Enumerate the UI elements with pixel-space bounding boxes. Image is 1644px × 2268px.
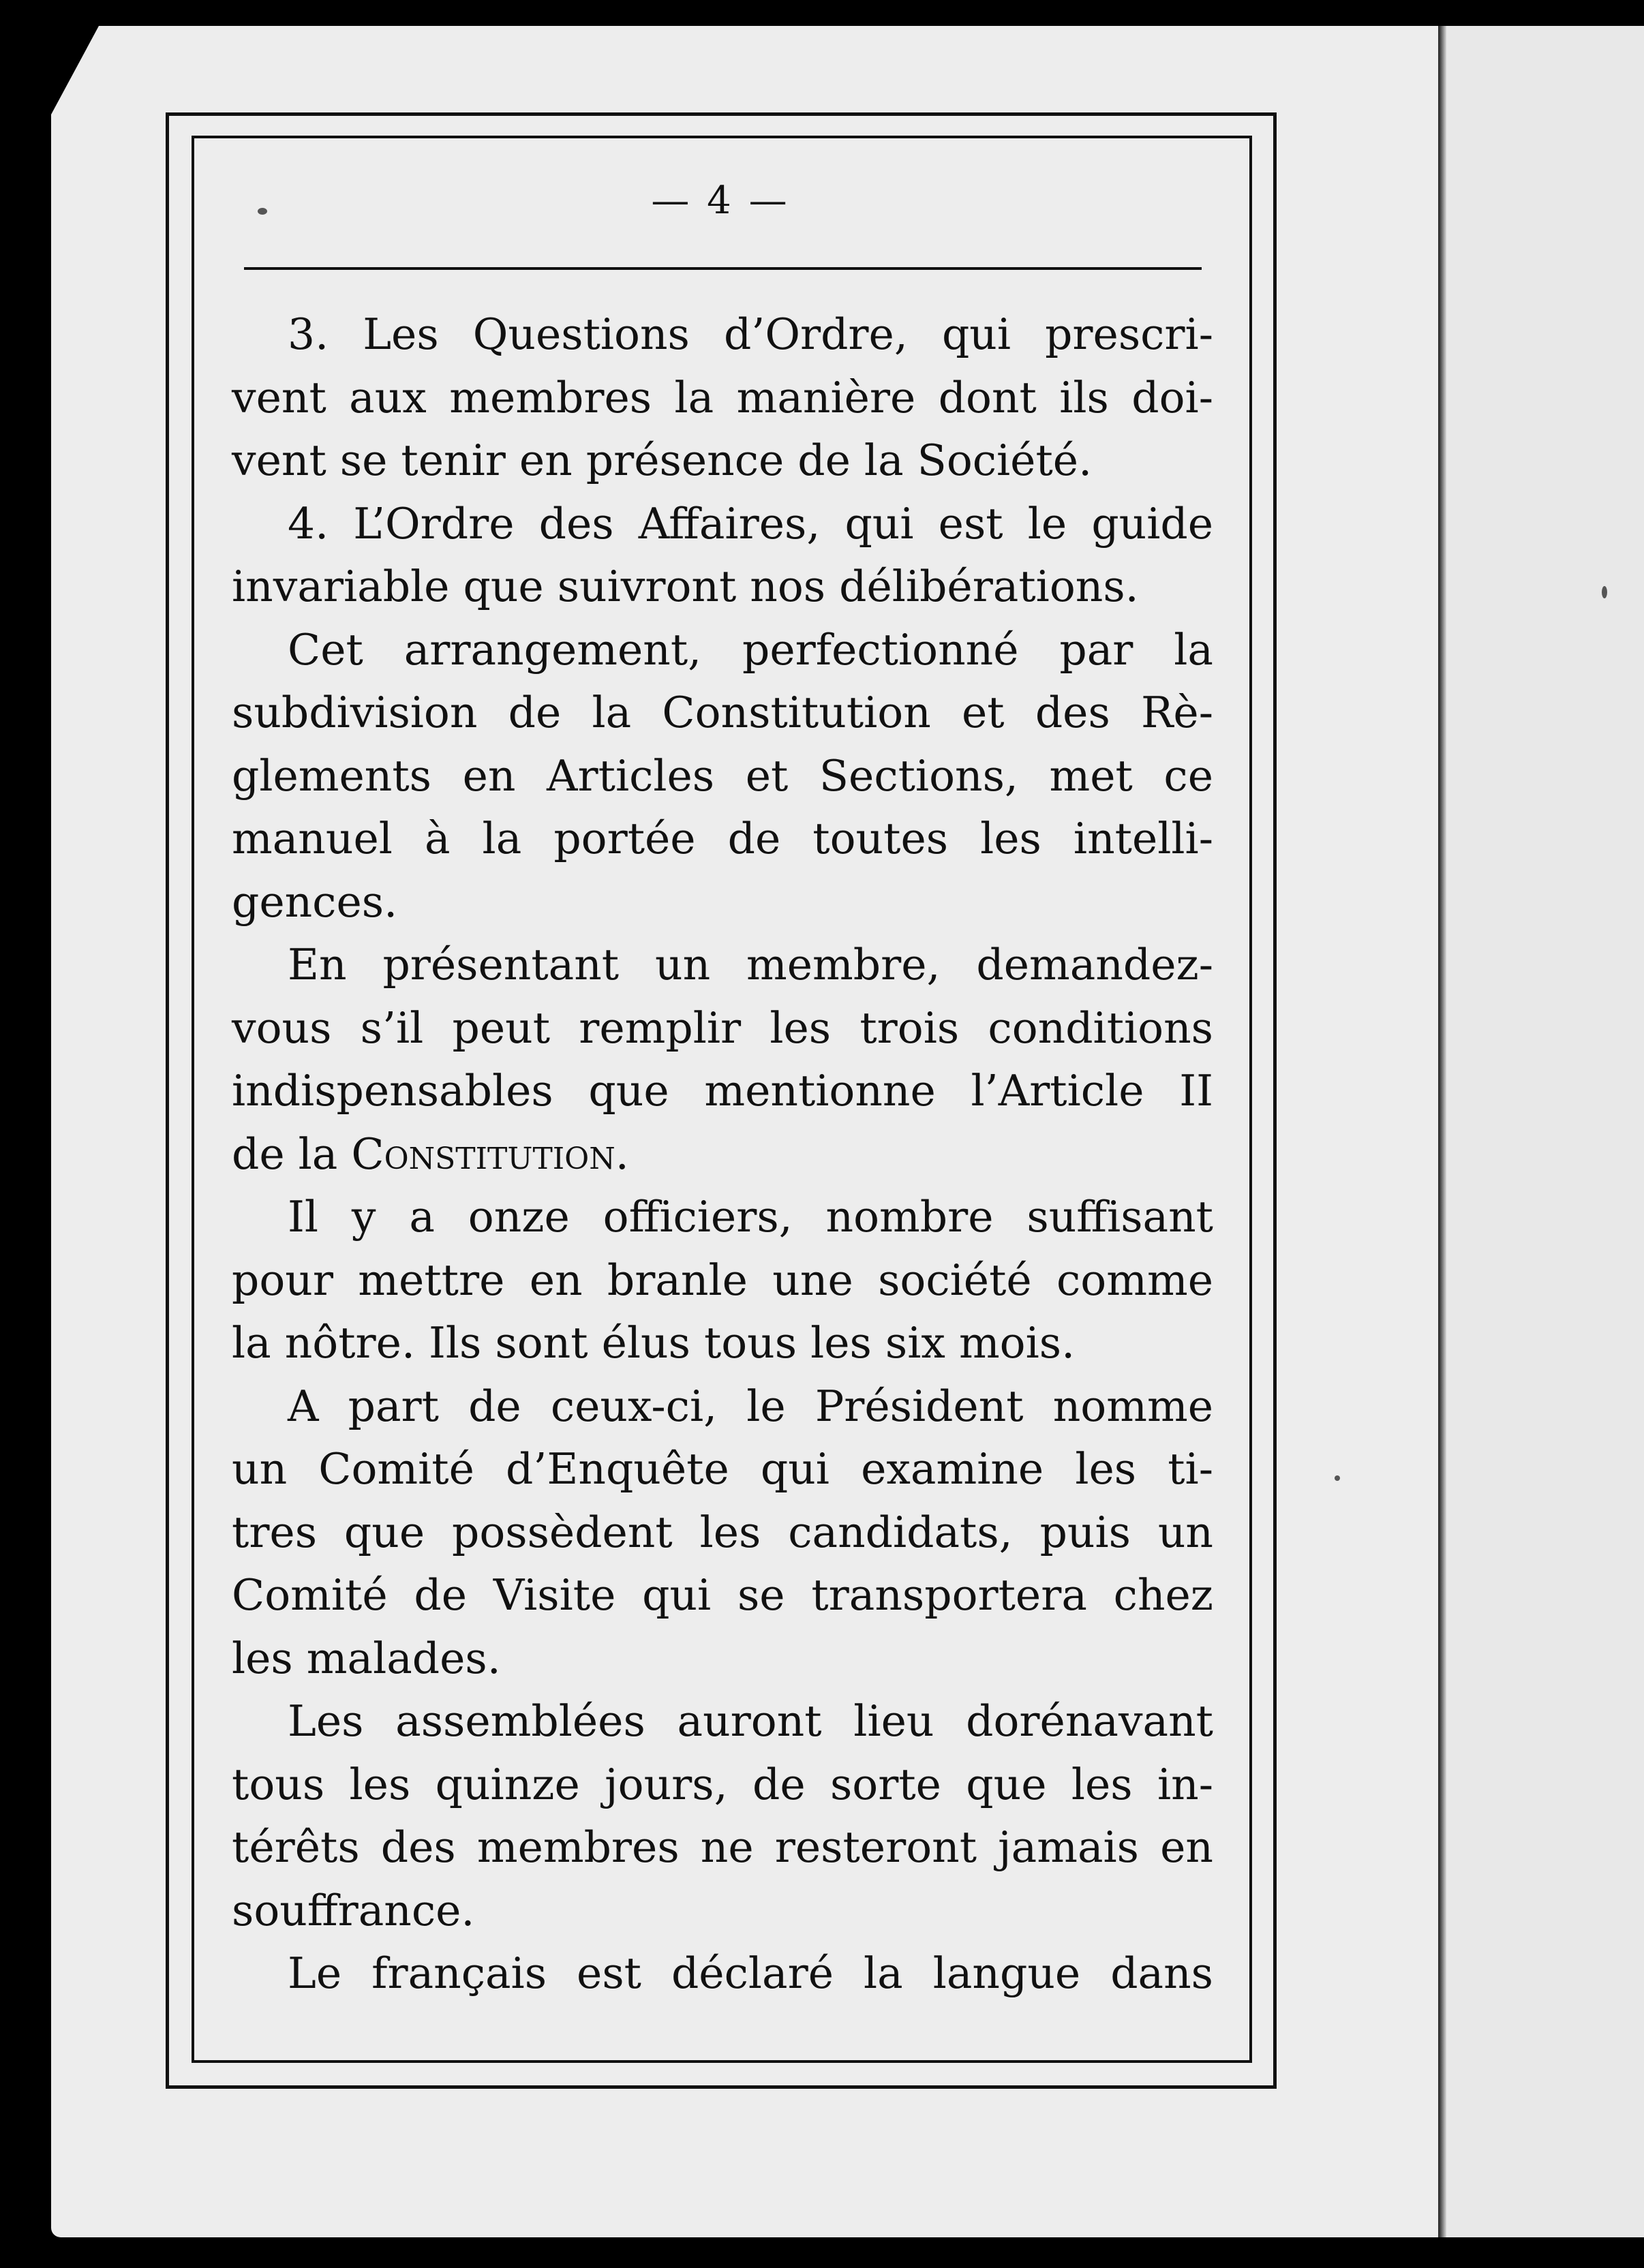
header-rule <box>244 267 1202 270</box>
ink-speck <box>1602 586 1607 598</box>
paragraph <box>232 1186 1213 1375</box>
text-line: indispensables que mentionne l’Article II <box>232 1066 1213 1116</box>
text-line: vent aux membres la manière dont ils doi- <box>232 372 1213 423</box>
text-line: A part de ceux-ci, le Président nomme <box>288 1381 1213 1431</box>
body-text <box>232 303 1213 2006</box>
ink-speck <box>1335 1475 1340 1481</box>
text-line: invariable que suivront nos délibérations. <box>232 562 1139 611</box>
text-line: térêts des membres ne resteront jamais en <box>232 1822 1213 1872</box>
text-line: 4. L’Ordre des Affaires, qui est le guide <box>288 498 1213 549</box>
paragraph <box>232 303 1213 493</box>
text-line: souffrance. <box>232 1885 475 1935</box>
page-corner-notch <box>51 26 99 114</box>
text-line: manuel à la portée de toutes les intelli- <box>232 814 1213 863</box>
text-line: les malades. <box>232 1633 501 1683</box>
page-number: — 4 — <box>651 179 790 223</box>
text-line <box>232 1123 1213 1186</box>
text-line: Il y a onze officiers, nombre suffisant <box>288 1192 1213 1242</box>
paragraph <box>232 1375 1213 1691</box>
paragraph <box>232 619 1213 934</box>
text-fragment: de la <box>232 1129 352 1179</box>
text-line: 3. Les Questions d’Ordre, qui prescri- <box>288 309 1213 359</box>
constitution-smallcaps: Constitution. <box>351 1129 629 1179</box>
text-line: glements en Articles et Sections, met ce <box>232 750 1213 801</box>
paragraph <box>232 493 1213 619</box>
paragraph <box>232 1690 1213 1942</box>
text-line: gences. <box>232 876 398 927</box>
text-line: En présentant un membre, demandez- <box>288 940 1213 990</box>
text-line: la nôtre. Ils sont élus tous les six mois. <box>232 1318 1076 1368</box>
text-line: subdivision de la Constitution et des Rè- <box>232 688 1213 737</box>
text-line: Comité de Visite qui se transportera chez <box>232 1570 1213 1620</box>
text-line: Les assemblées auront lieu dorénavant <box>288 1696 1213 1746</box>
text-line: vous s’il peut remplir les trois conditions <box>232 1002 1213 1053</box>
text-line: vent se tenir en présence de la Société. <box>232 435 1093 485</box>
text-line: pour mettre en branle une société comme <box>232 1255 1213 1305</box>
facing-page <box>1446 26 1644 2237</box>
text-line: Le français est déclaré la langue dans <box>288 1948 1213 1998</box>
text-line: un Comité d’Enquête qui examine les ti- <box>232 1444 1213 1494</box>
text-line: tres que possèdent les candidats, puis un <box>232 1507 1213 1557</box>
text-line: tous les quinze jours, de sorte que les in- <box>232 1759 1213 1809</box>
text-line: Cet arrangement, perfectionné par la <box>288 624 1213 675</box>
paragraph <box>232 1942 1213 2006</box>
paragraph <box>232 934 1213 1186</box>
